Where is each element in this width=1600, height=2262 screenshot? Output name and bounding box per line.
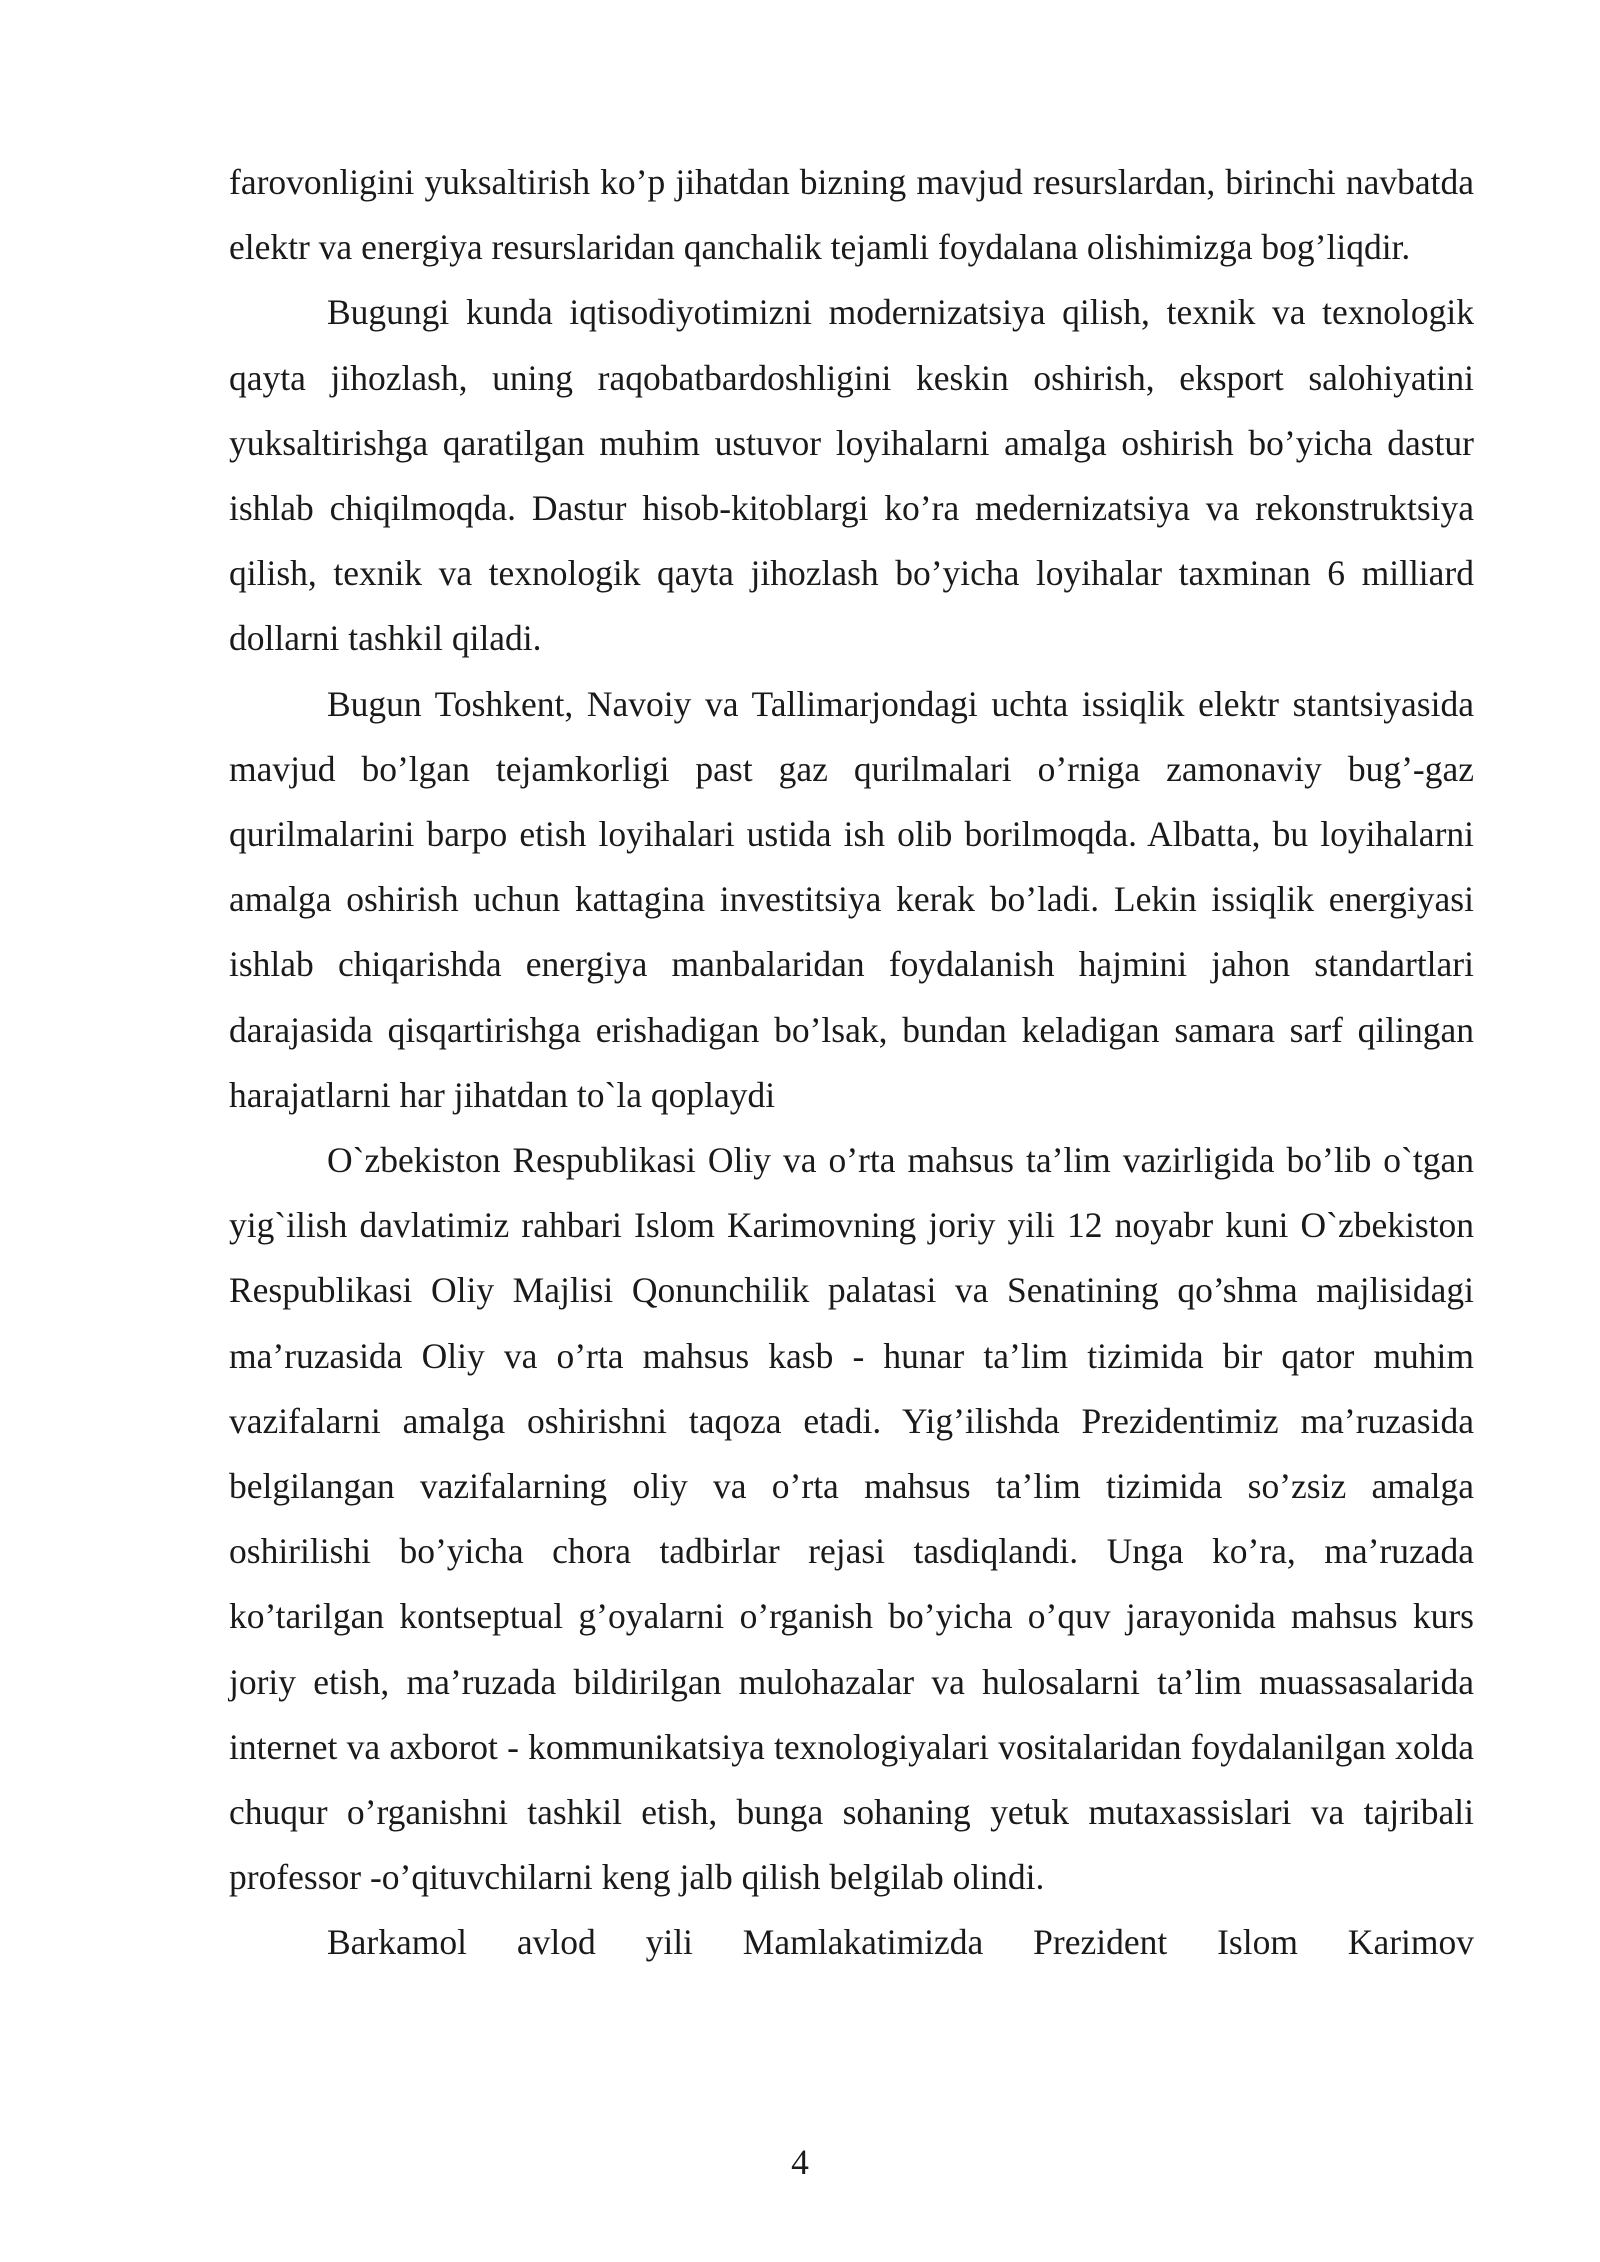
- paragraph-barkamol-avlod: Barkamol avlod yili Mamlakatimizda Prezident Islom Karimov: [327, 1922, 1474, 1963]
- paragraph-ministry-meeting: O`zbekiston Respublikasi Oliy va o’rta mahsus ta’lim vazirligida bo’lib o`tgan yig`ilish davlatimiz rahbari Islom Karimovning joriy yili 12 noyabr kuni O`zbekiston Respublikasi Oliy Majlisi Qonunchilik palatasi va Senatining qo’shma majlisidagi ma’ruzasida Oliy va o’rta mahsus kasb - hunar ta’lim tizimida bir qator muhim vazifalarni amalga oshirishni taqoza etadi. Yig’ilishda Prezidentimiz ma’ruzasida belgilangan vazifalarning oliy va o’rta mahsus ta’lim tizimida so’zsiz amalga oshirilishi bo’yicha chora tadbirlar rejasi tasdiqlandi. Unga ko’ra, ma’ruzada ko’tarilgan kontseptual g’oyalarni o’rganish bo’yicha o’quv jarayonida mahsus kurs joriy etish, ma’ruzada bildirilgan mulohazalar va hulosalarni ta’lim muassasalarida internet va axborot - kommunikatsiya texnologiyalari vositalaridan foydalanilgan xolda chuqur o’rganishni tashkil etish, bunga sohaning yetuk mutaxassislari va tajribali professor -o’qituvchilarni keng jalb qilish belgilab olindi.: [229, 1140, 1474, 1898]
- body-text: [229, 150, 1474, 1976]
- paragraph-power-stations: Bugun Toshkent, Navoiy va Tallimarjondagi uchta issiqlik elektr stantsiyasida mavjud bo’lgan tejamkorligi past gaz qurilmalari o’rniga zamonaviy bug’-gaz qurilmalarini barpo etish loyihalari ustida ish olib borilmoqda. Albatta, bu loyihalarni amalga oshirish uchun kattagina investitsiya kerak bo’ladi. Lekin issiqlik energiyasi ishlab chiqarishda energiya manbalaridan foydalanish hajmini jahon standartlari darajasida qisqartirishga erishadigan bo’lsak, bundan keladigan samara sarf qilingan harajatlarni har jihatdan to`la qoplaydi: [229, 683, 1474, 1115]
- paragraph-modernization-program: Bugungi kunda iqtisodiyotimizni modernizatsiya qilish, texnik va texnologik qayta jihozlash, uning raqobatbardoshligini keskin oshirish, eksport salohiyatini yuksaltirishga qaratilgan muhim ustuvor loyihalarni amalga oshirish bo’yicha dastur ishlab chiqilmoqda. Dastur hisob-kitoblargi ko’ra medernizatsiya va rekonstruktsiya qilish, texnik va texnologik qayta jihozlash bo’yicha loyihalar taxminan 6 milliard dollarni tashkil qiladi.: [229, 292, 1474, 659]
- page-number: 4: [791, 2142, 809, 2182]
- paragraph-continuation: farovonligini yuksaltirish ko’p jihatdan bizning mavjud resurslardan, birinchi navbatda elektr va energiya resurslaridan qanchalik tejamli foydalana olishimizga bog’liqdir.: [229, 162, 1474, 268]
